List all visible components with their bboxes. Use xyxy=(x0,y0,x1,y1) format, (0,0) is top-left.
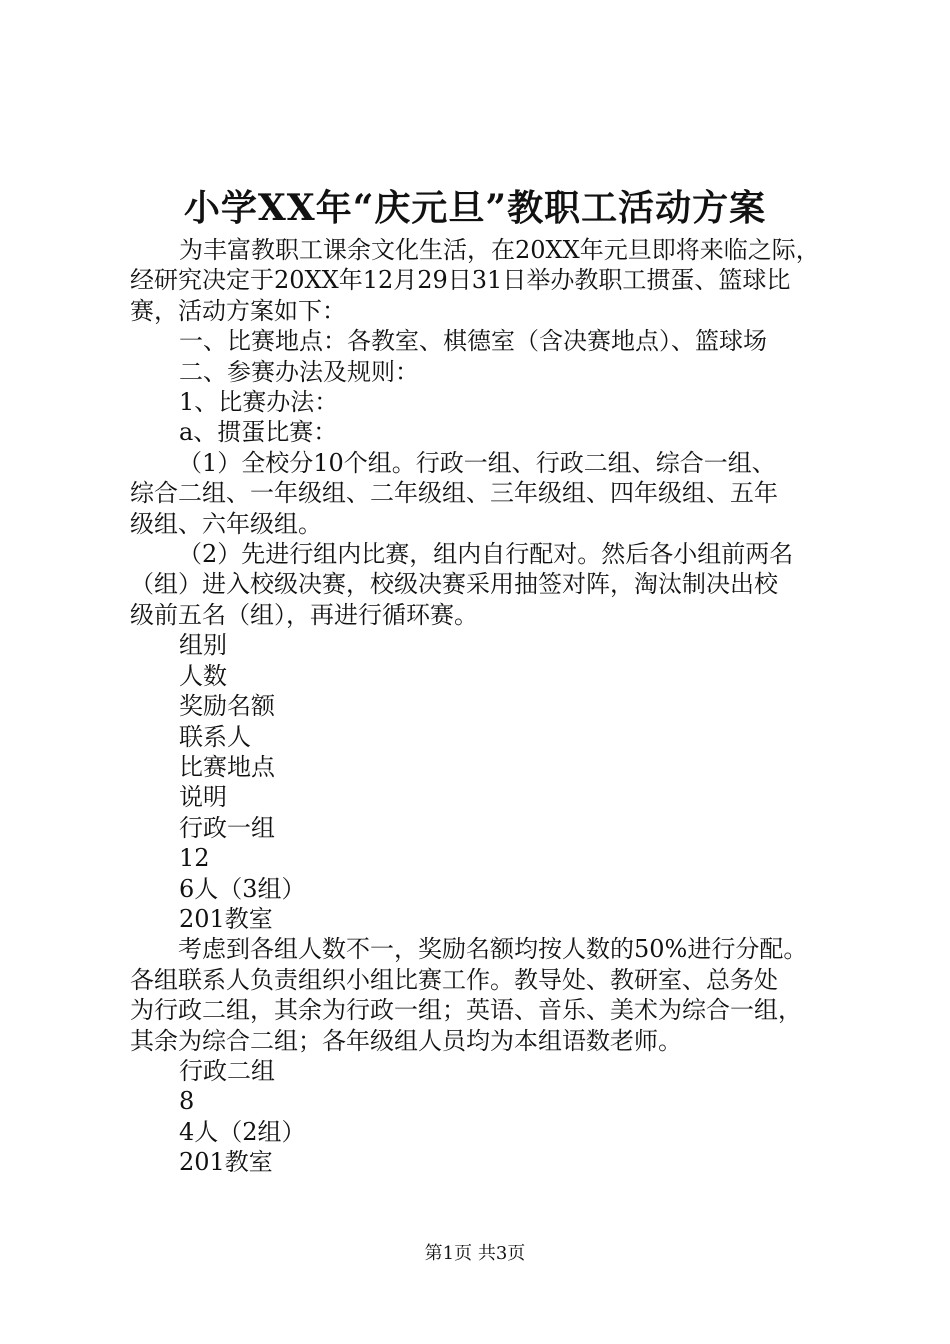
table-cell: 行政二组 xyxy=(179,1056,275,1085)
document-title: 小学XX年“庆元旦”教职工活动方案 xyxy=(183,187,767,229)
body-line: 级前五名（组），再进行循环赛。 xyxy=(130,600,478,629)
table-header-cell: 组别 xyxy=(179,631,227,660)
section-heading-location: 一、比赛地点：各教室、棋德室（含决赛地点）、篮球场 xyxy=(179,327,767,356)
body-line: 级组、六年级组。 xyxy=(130,509,322,538)
body-line: （组）进入校级决赛，校级决赛采用抽签对阵，淘汰制决出校 xyxy=(130,570,778,599)
table-cell: 12 xyxy=(179,844,210,873)
subsection-heading: a、掼蛋比赛： xyxy=(179,418,338,447)
table-header-cell: 人数 xyxy=(179,661,227,690)
table-note: 各组联系人负责组织小组比赛工作。教导处、教研室、总务处 xyxy=(130,965,778,994)
table-cell: 8 xyxy=(179,1087,195,1116)
table-cell: 6人（3组） xyxy=(179,874,306,903)
table-cell: 4人（2组） xyxy=(179,1117,306,1146)
body-line: （2）先进行组内比赛，组内自行配对。然后各小组前两名 xyxy=(178,540,794,569)
body-line: 经研究决定于20XX年12月29日31日举办教职工掼蛋、篮球比 xyxy=(130,266,791,295)
table-header-cell: 联系人 xyxy=(179,722,251,751)
body-line: 为丰富教职工课余文化生活，在20XX年元旦即将来临之际， xyxy=(179,236,820,264)
subsection-heading: 1、比赛办法： xyxy=(179,388,339,417)
table-note: 为行政二组，其余为行政一组；英语、音乐、美术为综合一组， xyxy=(130,996,802,1025)
table-note: 考虑到各组人数不一，奖励名额均按人数的50%进行分配。 xyxy=(178,935,808,964)
table-header-cell: 奖励名额 xyxy=(179,692,275,721)
table-note: 其余为综合二组；各年级组人员均为本组语数老师。 xyxy=(130,1026,682,1055)
document-body xyxy=(130,235,830,1178)
table-cell: 行政一组 xyxy=(179,813,275,842)
body-line: 综合二组、一年级组、二年级组、三年级组、四年级组、五年 xyxy=(130,479,778,508)
body-line: 赛，活动方案如下： xyxy=(130,296,346,325)
section-heading-rules: 二、参赛办法及规则： xyxy=(179,357,419,386)
table-header-cell: 说明 xyxy=(179,783,227,812)
body-line: （1）全校分10个组。行政一组、行政二组、综合一组、 xyxy=(178,448,776,477)
page-footer: 第1页 共3页 xyxy=(424,1243,526,1264)
table-cell: 201教室 xyxy=(179,1148,273,1177)
table-header-cell: 比赛地点 xyxy=(179,752,275,781)
table-cell: 201教室 xyxy=(179,904,273,933)
